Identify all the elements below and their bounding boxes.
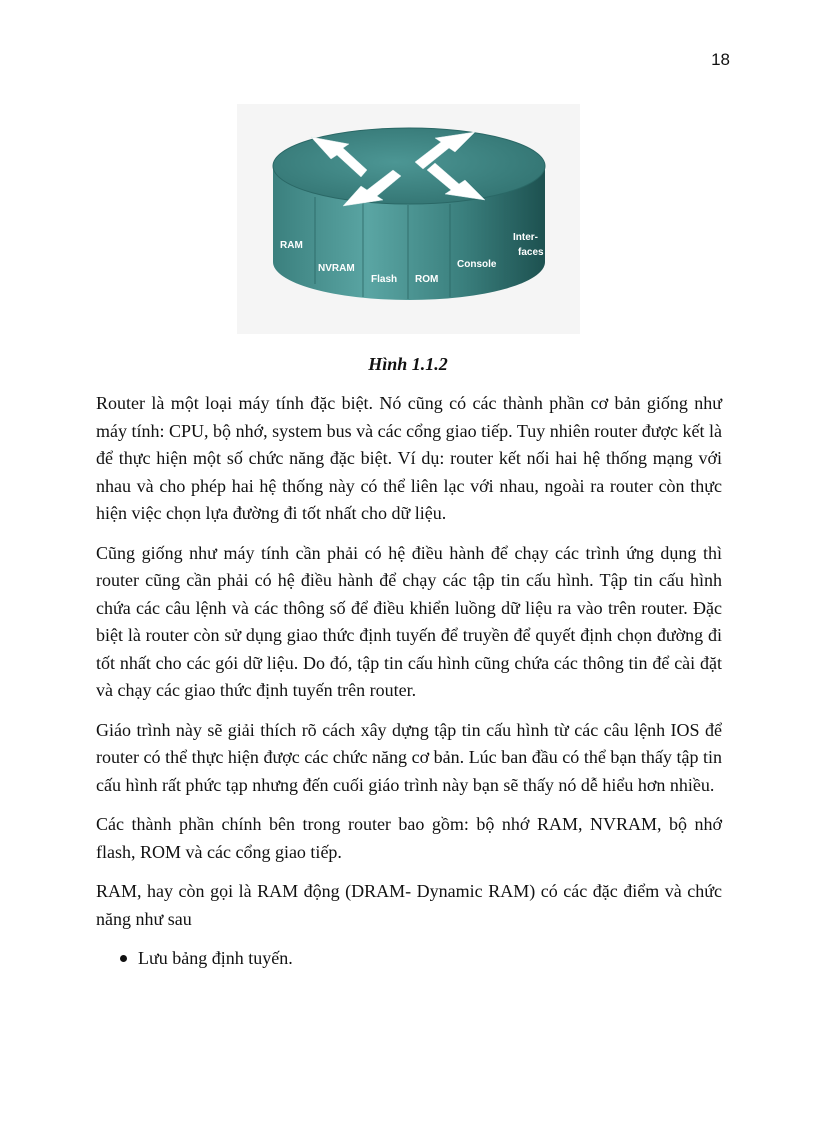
bullet-icon xyxy=(120,955,127,962)
label-interfaces-line2: faces xyxy=(518,247,544,258)
router-figure xyxy=(237,104,580,334)
label-flash: Flash xyxy=(371,274,398,285)
label-ram: RAM xyxy=(280,240,303,251)
paragraph: Các thành phần chính bên trong router bao gồm: bộ nhớ RAM, NVRAM, bộ nhớ flash, ROM và các cổng giao tiếp. xyxy=(96,814,722,862)
label-nvram: NVRAM xyxy=(318,263,355,274)
label-rom: ROM xyxy=(415,274,439,285)
list-item xyxy=(96,945,722,973)
router-illustration xyxy=(237,104,580,334)
paragraph: Cũng giống như máy tính cần phải có hệ điều hành để chạy các trình ứng dụng thì router cũng cần phải có hệ điều hành để chạy các tập tin cấu hình. Tập tin cấu hình chứa các câu lệnh và các thông số để điều khiển luồng dữ liệu ra vào trên router. Đặc biệt là router còn sử dụng giao thức định tuyến để truyền để quyết định chọn đường đi tốt nhất cho các gói dữ liệu. Do đó, tập tin cấu hình cũng chứa các thông tin để cài đặt và chạy các giao thức định tuyến trên router. xyxy=(96,542,722,700)
paragraph: RAM, hay còn gọi là RAM động (DRAM- Dynamic RAM) có các đặc điểm và chức năng như sau xyxy=(96,881,722,929)
paragraph: Giáo trình này sẽ giải thích rõ cách xây dựng tập tin cấu hình từ các câu lệnh IOS để router có thể thực hiện được các chức năng cơ bản. Lúc ban đầu có thể bạn thấy tập tin cấu hình rất phức tạp nhưng đến cuối giáo trình này bạn sẽ thấy nó dễ hiểu hơn nhiều. xyxy=(96,719,722,795)
body-text xyxy=(96,390,722,973)
paragraph: Router là một loại máy tính đặc biệt. Nó cũng có các thành phần cơ bản giống như máy tính: CPU, bộ nhớ, system bus và các cổng giao tiếp. Tuy nhiên router được kết là để thực hiện một số chức năng đặc biệt. Ví dụ: router kết nối hai hệ thống mạng với nhau và cho phép hai hệ thống này có thể liên lạc với nhau, ngoài ra router còn thực hiện việc chọn lựa đường đi tốt nhất cho dữ liệu. xyxy=(96,393,722,523)
figure-caption: Hình 1.1.2 xyxy=(368,354,448,374)
label-console: Console xyxy=(457,259,497,270)
bullet-list xyxy=(96,945,722,973)
label-interfaces-line1: Inter- xyxy=(513,232,538,243)
page-number: 18 xyxy=(711,50,730,69)
list-item-text: Lưu bảng định tuyến. xyxy=(138,948,293,968)
